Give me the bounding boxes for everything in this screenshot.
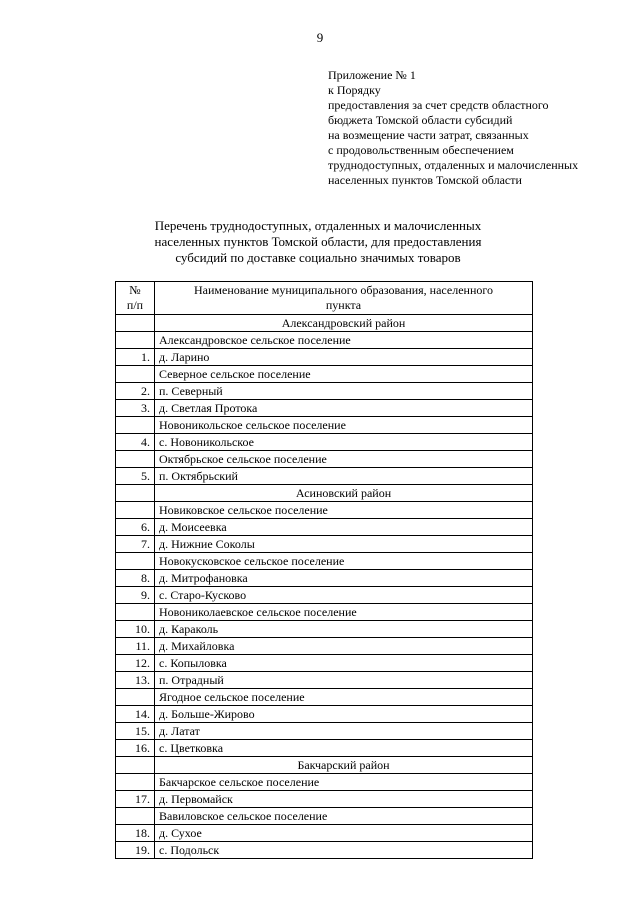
row-number: 16. xyxy=(116,740,155,757)
settlement-name: Александровское сельское поселение xyxy=(155,332,533,349)
locality-name: д. Ларино xyxy=(155,349,533,366)
locality-name: д. Сухое xyxy=(155,825,533,842)
table-header-row xyxy=(116,282,533,315)
locality-name: д. Больше-Жирово xyxy=(155,706,533,723)
row-number: 4. xyxy=(116,434,155,451)
row-number: 5. xyxy=(116,468,155,485)
locality-name: д. Михайловка xyxy=(155,638,533,655)
appendix-line: Приложение № 1 xyxy=(328,68,416,82)
page-number: 9 xyxy=(316,30,324,45)
row-number: 8. xyxy=(116,570,155,587)
district-name: Бакчарский район xyxy=(155,757,533,774)
settlement-name: Новиковское сельское поселение xyxy=(155,502,533,519)
row-number xyxy=(116,808,155,825)
table-row xyxy=(116,468,533,485)
locality-name: д. Светлая Протока xyxy=(155,400,533,417)
settlement-row xyxy=(116,808,533,825)
appendix-line: предоставления за счет средств областного xyxy=(328,98,549,112)
settlement-name: Вавиловское сельское поселение xyxy=(155,808,533,825)
row-number xyxy=(116,451,155,468)
appendix-line: к Порядку xyxy=(328,83,381,97)
row-number: 9. xyxy=(116,587,155,604)
appendix-line: бюджета Томской области субсидий xyxy=(328,113,513,127)
row-number xyxy=(116,332,155,349)
locality-name: д. Моисеевка xyxy=(155,519,533,536)
settlement-row xyxy=(116,774,533,791)
settlement-row xyxy=(116,366,533,383)
column-header-number xyxy=(116,282,155,315)
title-line: Перечень труднодоступных, отдаленных и малочисленных xyxy=(154,218,482,233)
settlement-row xyxy=(116,502,533,519)
settlement-name: Новониколаевское сельское поселение xyxy=(155,604,533,621)
row-number xyxy=(116,757,155,774)
row-number: 19. xyxy=(116,842,155,859)
table-body xyxy=(116,315,533,859)
settlement-row xyxy=(116,417,533,434)
table-row xyxy=(116,383,533,400)
district-row xyxy=(116,485,533,502)
row-number xyxy=(116,366,155,383)
settlement-row xyxy=(116,604,533,621)
district-name: Александровский район xyxy=(155,315,533,332)
locality-name: с. Новоникольское xyxy=(155,434,533,451)
settlement-row xyxy=(116,689,533,706)
row-number xyxy=(116,502,155,519)
header-num-line: п/п xyxy=(126,298,144,312)
settlement-name: Новоникольское сельское поселение xyxy=(155,417,533,434)
table-row xyxy=(116,570,533,587)
row-number: 2. xyxy=(116,383,155,400)
locality-name: с. Старо-Кусково xyxy=(155,587,533,604)
table-row xyxy=(116,400,533,417)
list-title xyxy=(118,218,518,266)
title-line: населенных пунктов Томской области, для предоставления xyxy=(154,234,482,249)
locality-name: с. Копыловка xyxy=(155,655,533,672)
settlement-row xyxy=(116,451,533,468)
row-number: 10. xyxy=(116,621,155,638)
row-number xyxy=(116,315,155,332)
table-row xyxy=(116,825,533,842)
row-number: 1. xyxy=(116,349,155,366)
locality-name: п. Октябрьский xyxy=(155,468,533,485)
appendix-line: населенных пунктов Томской области xyxy=(328,173,522,187)
table-row xyxy=(116,349,533,366)
row-number xyxy=(116,553,155,570)
locality-name: с. Подольск xyxy=(155,842,533,859)
appendix-line: с продовольственным обеспечением xyxy=(328,143,514,157)
row-number: 3. xyxy=(116,400,155,417)
row-number: 12. xyxy=(116,655,155,672)
row-number: 7. xyxy=(116,536,155,553)
district-name: Асиновский район xyxy=(155,485,533,502)
row-number: 14. xyxy=(116,706,155,723)
appendix-line: труднодоступных, отдаленных и малочисленных xyxy=(328,158,579,172)
table-row xyxy=(116,842,533,859)
table-row xyxy=(116,791,533,808)
row-number xyxy=(116,485,155,502)
locality-name: д. Караколь xyxy=(155,621,533,638)
row-number xyxy=(116,774,155,791)
header-name-line: Наименование муниципального образования, населенного xyxy=(193,283,494,297)
locality-name: п. Отрадный xyxy=(155,672,533,689)
locality-name: с. Цветковка xyxy=(155,740,533,757)
settlement-name: Бакчарское сельское поселение xyxy=(155,774,533,791)
district-row xyxy=(116,315,533,332)
table-row xyxy=(116,638,533,655)
row-number xyxy=(116,417,155,434)
table-row xyxy=(116,621,533,638)
row-number: 18. xyxy=(116,825,155,842)
settlement-row xyxy=(116,332,533,349)
row-number: 6. xyxy=(116,519,155,536)
table-row xyxy=(116,672,533,689)
locality-name: п. Северный xyxy=(155,383,533,400)
settlement-name: Новокусковское сельское поселение xyxy=(155,553,533,570)
settlement-row xyxy=(116,553,533,570)
table-row xyxy=(116,740,533,757)
column-header-name xyxy=(155,282,533,315)
locality-name: д. Латат xyxy=(155,723,533,740)
locality-name: д. Нижние Соколы xyxy=(155,536,533,553)
table-row xyxy=(116,519,533,536)
settlement-name: Ягодное сельское поселение xyxy=(155,689,533,706)
row-number: 11. xyxy=(116,638,155,655)
appendix-note xyxy=(328,68,578,188)
table-row xyxy=(116,723,533,740)
locality-name: д. Первомайск xyxy=(155,791,533,808)
settlement-name: Северное сельское поселение xyxy=(155,366,533,383)
district-row xyxy=(116,757,533,774)
row-number: 17. xyxy=(116,791,155,808)
row-number xyxy=(116,689,155,706)
settlements-table xyxy=(115,281,533,859)
row-number: 15. xyxy=(116,723,155,740)
settlement-name: Октябрьское сельское поселение xyxy=(155,451,533,468)
row-number: 13. xyxy=(116,672,155,689)
table-row xyxy=(116,434,533,451)
appendix-line: на возмещение части затрат, связанных xyxy=(328,128,529,142)
title-line: субсидий по доставке социально значимых товаров xyxy=(175,250,461,265)
row-number xyxy=(116,604,155,621)
table-row xyxy=(116,655,533,672)
header-num-line: № xyxy=(129,283,141,297)
header-name-line: пункта xyxy=(325,298,362,312)
locality-name: д. Митрофановка xyxy=(155,570,533,587)
table-row xyxy=(116,536,533,553)
table-row xyxy=(116,587,533,604)
table-row xyxy=(116,706,533,723)
